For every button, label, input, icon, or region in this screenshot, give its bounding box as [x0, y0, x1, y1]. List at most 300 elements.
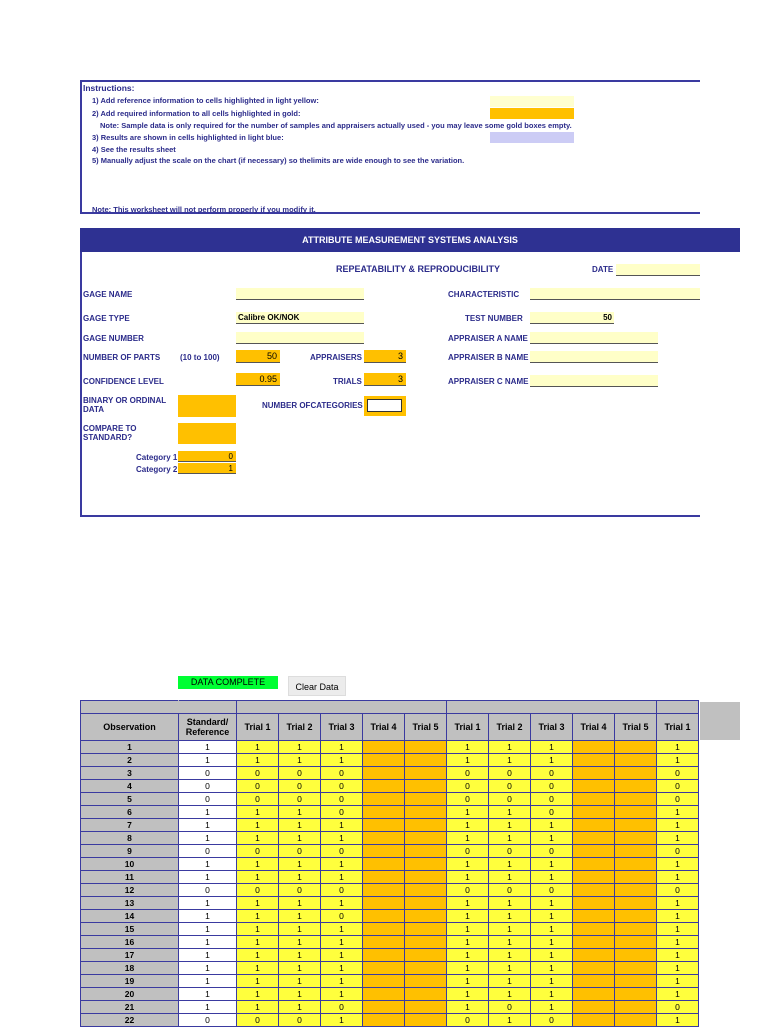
- gage-name-field[interactable]: [236, 288, 364, 300]
- binary-ordinal-input[interactable]: [178, 395, 236, 417]
- appraiser-b-trial-cell[interactable]: 1: [531, 754, 573, 767]
- observation-cell: 19: [81, 975, 179, 988]
- appraiser-c-trial-cell[interactable]: 1: [657, 806, 699, 819]
- appraiser-a-trial-cell[interactable]: 1: [279, 962, 321, 975]
- appraiser-a-trial-cell[interactable]: 0: [321, 884, 363, 897]
- test-number-field[interactable]: 50: [530, 312, 614, 324]
- appraiser-a-trial-cell[interactable]: [363, 1001, 405, 1014]
- appraiser-a-trial-cell[interactable]: [363, 845, 405, 858]
- reference-cell[interactable]: 0: [179, 780, 237, 793]
- appraiser-b-trial-cell[interactable]: [615, 1001, 657, 1014]
- appraiser-b-trial-cell[interactable]: 1: [489, 949, 531, 962]
- appraiser-a-trial-cell[interactable]: 0: [237, 1014, 279, 1027]
- appraiser-b-trial-cell[interactable]: 1: [489, 871, 531, 884]
- appraiser-a-trial-cell[interactable]: 1: [321, 962, 363, 975]
- observation-cell: 18: [81, 962, 179, 975]
- appraiser-b-trial-cell[interactable]: [615, 780, 657, 793]
- trials-input[interactable]: 3: [364, 373, 406, 386]
- appraiser-c-field[interactable]: [530, 375, 658, 387]
- appraiser-b-trial-cell[interactable]: [573, 806, 615, 819]
- appraiser-a-trial-cell[interactable]: 0: [321, 1001, 363, 1014]
- appraiser-b-field[interactable]: [530, 351, 658, 363]
- appraiser-b-trial-cell[interactable]: 1: [447, 988, 489, 1001]
- appraiser-b-trial-cell[interactable]: 0: [489, 767, 531, 780]
- reference-cell[interactable]: 1: [179, 923, 237, 936]
- appraiser-b-trial-cell[interactable]: 0: [531, 780, 573, 793]
- appraiser-b-trial-cell[interactable]: [615, 949, 657, 962]
- appraiser-b-trial-cell[interactable]: 1: [447, 858, 489, 871]
- appraiser-a-trial-cell[interactable]: [405, 871, 447, 884]
- appraiser-a-trial-cell[interactable]: [363, 923, 405, 936]
- appraiser-b-trial-cell[interactable]: 1: [447, 741, 489, 754]
- appraiser-a-trial-cell[interactable]: [405, 767, 447, 780]
- gage-number-field[interactable]: [236, 332, 364, 344]
- appraiser-b-trial-cell[interactable]: 0: [489, 884, 531, 897]
- appraiser-b-label: APPRAISER B NAME: [448, 353, 529, 362]
- appraiser-b-trial-cell[interactable]: [573, 975, 615, 988]
- appraiser-b-trial-cell[interactable]: 0: [489, 780, 531, 793]
- appraiser-a-trial-cell[interactable]: 1: [321, 949, 363, 962]
- appraiser-a-trial-cell[interactable]: [405, 936, 447, 949]
- appraiser-a-trial-cell[interactable]: [363, 936, 405, 949]
- appraiser-b-trial-cell[interactable]: [615, 975, 657, 988]
- appraiser-b-trial-cell[interactable]: 0: [447, 767, 489, 780]
- appraiser-b-trial-cell[interactable]: [573, 858, 615, 871]
- appraiser-a-trial-cell[interactable]: [405, 975, 447, 988]
- num-parts-input[interactable]: 50: [236, 350, 280, 363]
- appraiser-a-trial-cell[interactable]: 1: [237, 923, 279, 936]
- appraiser-b-trial-cell[interactable]: 1: [531, 923, 573, 936]
- appraiser-a-trial-cell[interactable]: [363, 988, 405, 1001]
- appraiser-b-trial-cell[interactable]: 1: [489, 897, 531, 910]
- appraiser-b-trial-cell[interactable]: 1: [489, 741, 531, 754]
- appraiser-a-trial-cell[interactable]: 1: [279, 806, 321, 819]
- appraiser-a-trial-cell[interactable]: 1: [321, 832, 363, 845]
- appraiser-b-trial-cell[interactable]: [615, 754, 657, 767]
- appraiser-a-trial-cell[interactable]: 1: [279, 741, 321, 754]
- table-row: [81, 832, 699, 845]
- appraiser-a-trial-cell[interactable]: 1: [321, 741, 363, 754]
- appraiser-a-trial-cell[interactable]: [405, 832, 447, 845]
- appraiser-a-trial-cell[interactable]: 1: [279, 910, 321, 923]
- appraiser-a-trial-cell[interactable]: 1: [321, 754, 363, 767]
- appraiser-b-trial-cell[interactable]: [573, 884, 615, 897]
- appraiser-b-trial-cell[interactable]: 1: [447, 806, 489, 819]
- appraiser-b-trial-cell[interactable]: 1: [447, 819, 489, 832]
- appraiser-b-trial-cell[interactable]: [615, 767, 657, 780]
- appraiser-b-trial-cell[interactable]: 0: [489, 1001, 531, 1014]
- appraiser-a-trial-cell[interactable]: 1: [279, 871, 321, 884]
- appraiser-b-trial-cell[interactable]: 1: [447, 1001, 489, 1014]
- confidence-input[interactable]: 0.95: [236, 373, 280, 386]
- appraiser-c-trial-cell[interactable]: 0: [657, 884, 699, 897]
- appraiser-b-trial-cell[interactable]: 1: [489, 832, 531, 845]
- appraiser-b-trial-cell[interactable]: [615, 741, 657, 754]
- appraiser-b-trial-cell[interactable]: [615, 936, 657, 949]
- appraiser-a-trial-cell[interactable]: 1: [237, 1001, 279, 1014]
- appraiser-a-trial-cell[interactable]: 0: [321, 806, 363, 819]
- appraiser-a-trial-cell[interactable]: [363, 780, 405, 793]
- observation-cell: 12: [81, 884, 179, 897]
- appraiser-b-trial-cell[interactable]: 1: [447, 754, 489, 767]
- appraisers-input[interactable]: 3: [364, 350, 406, 363]
- appraiser-a-trial-cell[interactable]: 1: [279, 988, 321, 1001]
- appraiser-a-trial-cell[interactable]: 0: [321, 793, 363, 806]
- table-row: [81, 884, 699, 897]
- appraiser-a-trial-cell[interactable]: 1: [279, 858, 321, 871]
- appraiser-a-trial-cell[interactable]: 0: [279, 793, 321, 806]
- reference-cell[interactable]: 1: [179, 936, 237, 949]
- appraiser-b-trial-cell[interactable]: 1: [447, 923, 489, 936]
- appraiser-c-trial-cell[interactable]: 1: [657, 949, 699, 962]
- reference-cell[interactable]: 1: [179, 897, 237, 910]
- appraiser-a-trial-cell[interactable]: 1: [237, 858, 279, 871]
- appraiser-a-trial-cell[interactable]: 0: [279, 1014, 321, 1027]
- appraiser-b-trial-cell[interactable]: 1: [447, 871, 489, 884]
- appraiser-c-trial-cell[interactable]: 1: [657, 858, 699, 871]
- clear-data-button[interactable]: Clear Data: [288, 676, 346, 696]
- reference-cell[interactable]: 1: [179, 858, 237, 871]
- appraiser-b-trial-cell[interactable]: 0: [531, 793, 573, 806]
- appraiser-a-trial-cell[interactable]: 1: [279, 897, 321, 910]
- appraiser-b-trial-cell[interactable]: 1: [489, 936, 531, 949]
- observation-cell: 21: [81, 1001, 179, 1014]
- subtitle: REPEATABILITY & REPRODUCIBILITY: [336, 264, 501, 274]
- appraiser-a-trial-cell[interactable]: [405, 910, 447, 923]
- appraiser-b-trial-cell[interactable]: 1: [531, 949, 573, 962]
- appraiser-b-trial-cell[interactable]: [615, 884, 657, 897]
- appraiser-a-trial-cell[interactable]: [363, 806, 405, 819]
- appraiser-b-trial-cell[interactable]: 1: [531, 910, 573, 923]
- appraiser-b-trial-cell[interactable]: 0: [531, 767, 573, 780]
- appraiser-b-trial-cell[interactable]: [615, 806, 657, 819]
- appraiser-a-trial-cell[interactable]: [363, 871, 405, 884]
- appraiser-b-trial-cell[interactable]: 0: [447, 845, 489, 858]
- appraiser-a-trial-cell[interactable]: [363, 884, 405, 897]
- appraiser-b-trial-cell[interactable]: [615, 1014, 657, 1027]
- appraiser-b-trial-cell[interactable]: 1: [447, 949, 489, 962]
- appraiser-b-trial-cell[interactable]: [615, 845, 657, 858]
- appraiser-b-trial-cell[interactable]: [573, 910, 615, 923]
- appraiser-b-trial-cell[interactable]: 1: [489, 962, 531, 975]
- header-b-trial-4: Trial 4: [573, 714, 615, 741]
- appraiser-c-trial-cell[interactable]: 1: [657, 1014, 699, 1027]
- appraiser-b-trial-cell[interactable]: [573, 767, 615, 780]
- appraiser-b-trial-cell[interactable]: 1: [489, 858, 531, 871]
- appraiser-a-trial-cell[interactable]: [363, 975, 405, 988]
- appraiser-a-trial-cell[interactable]: [363, 910, 405, 923]
- appraiser-a-trial-cell[interactable]: [405, 949, 447, 962]
- appraiser-a-trial-cell[interactable]: 1: [321, 819, 363, 832]
- appraiser-b-trial-cell[interactable]: 1: [489, 975, 531, 988]
- appraiser-a-trial-cell[interactable]: [405, 884, 447, 897]
- appraiser-a-trial-cell[interactable]: 0: [237, 845, 279, 858]
- reference-cell[interactable]: 1: [179, 910, 237, 923]
- appraiser-b-trial-cell[interactable]: 0: [531, 845, 573, 858]
- reference-cell[interactable]: 0: [179, 845, 237, 858]
- categories-input[interactable]: [367, 399, 402, 412]
- reference-cell[interactable]: 0: [179, 1014, 237, 1027]
- category1-input[interactable]: 0: [178, 451, 236, 462]
- reference-cell[interactable]: 1: [179, 871, 237, 884]
- reference-cell[interactable]: 0: [179, 884, 237, 897]
- appraiser-b-trial-cell[interactable]: 1: [447, 962, 489, 975]
- appraiser-b-trial-cell[interactable]: 0: [531, 1014, 573, 1027]
- appraiser-b-trial-cell[interactable]: 0: [447, 780, 489, 793]
- reference-cell[interactable]: 1: [179, 949, 237, 962]
- instruction-line-3: 3) Results are shown in cells highlighted in light blue:: [92, 133, 284, 142]
- appraiser-b-trial-cell[interactable]: [573, 936, 615, 949]
- appraiser-b-trial-cell[interactable]: [573, 897, 615, 910]
- appraiser-b-trial-cell[interactable]: 0: [489, 793, 531, 806]
- appraiser-b-trial-cell[interactable]: 1: [447, 936, 489, 949]
- appraiser-a-trial-cell[interactable]: [363, 897, 405, 910]
- appraiser-a-trial-cell[interactable]: 0: [237, 767, 279, 780]
- appraiser-a-trial-cell[interactable]: 1: [321, 858, 363, 871]
- appraiser-a-trial-cell[interactable]: 1: [279, 832, 321, 845]
- light-blue-swatch: [490, 132, 574, 143]
- appraiser-c-trial-cell[interactable]: 1: [657, 975, 699, 988]
- appraiser-b-trial-cell[interactable]: [573, 754, 615, 767]
- appraiser-a-trial-cell[interactable]: 1: [237, 988, 279, 1001]
- appraiser-a-trial-cell[interactable]: 0: [237, 780, 279, 793]
- appraiser-b-trial-cell[interactable]: 1: [489, 910, 531, 923]
- appraiser-a-label: APPRAISER A NAME: [448, 334, 528, 343]
- appraiser-a-trial-cell[interactable]: 1: [237, 936, 279, 949]
- appraiser-a-trial-cell[interactable]: [405, 897, 447, 910]
- appraiser-a-trial-cell[interactable]: 1: [237, 806, 279, 819]
- appraiser-b-trial-cell[interactable]: 0: [531, 806, 573, 819]
- appraiser-b-trial-cell[interactable]: [615, 897, 657, 910]
- appraiser-a-trial-cell[interactable]: [405, 741, 447, 754]
- appraiser-a-trial-cell[interactable]: [405, 923, 447, 936]
- appraiser-a-trial-cell[interactable]: 1: [321, 988, 363, 1001]
- observation-cell: 15: [81, 923, 179, 936]
- appraiser-c-trial-cell[interactable]: 0: [657, 780, 699, 793]
- appraiser-a-trial-cell[interactable]: 1: [237, 897, 279, 910]
- appraiser-a-trial-cell[interactable]: [405, 754, 447, 767]
- gage-type-field[interactable]: Calibre OK/NOK: [236, 312, 364, 324]
- appraiser-a-trial-cell[interactable]: [405, 988, 447, 1001]
- appraiser-b-trial-cell[interactable]: 1: [531, 832, 573, 845]
- reference-cell[interactable]: 1: [179, 819, 237, 832]
- appraiser-a-trial-cell[interactable]: [405, 845, 447, 858]
- appraiser-b-trial-cell[interactable]: [615, 832, 657, 845]
- appraiser-b-trial-cell[interactable]: [573, 819, 615, 832]
- reference-cell[interactable]: 1: [179, 975, 237, 988]
- header-a-trial-4: Trial 4: [363, 714, 405, 741]
- appraiser-a-trial-cell[interactable]: 1: [321, 897, 363, 910]
- appraiser-a-trial-cell[interactable]: [363, 819, 405, 832]
- appraiser-a-trial-cell[interactable]: 0: [237, 793, 279, 806]
- appraiser-b-trial-cell[interactable]: [615, 858, 657, 871]
- characteristic-field[interactable]: [530, 288, 700, 300]
- appraiser-b-trial-cell[interactable]: [615, 923, 657, 936]
- appraiser-c-trial-cell[interactable]: 1: [657, 832, 699, 845]
- appraiser-c-trial-cell[interactable]: 1: [657, 819, 699, 832]
- appraiser-b-trial-cell[interactable]: 1: [447, 832, 489, 845]
- appraiser-a-trial-cell[interactable]: [363, 949, 405, 962]
- appraiser-a-trial-cell[interactable]: 1: [237, 819, 279, 832]
- appraiser-a-trial-cell[interactable]: [363, 793, 405, 806]
- appraiser-a-trial-cell[interactable]: [363, 962, 405, 975]
- appraiser-b-trial-cell[interactable]: 1: [531, 936, 573, 949]
- appraiser-b-trial-cell[interactable]: [573, 793, 615, 806]
- appraiser-b-trial-cell[interactable]: [615, 871, 657, 884]
- appraiser-b-trial-cell[interactable]: 0: [489, 845, 531, 858]
- reference-cell[interactable]: 1: [179, 741, 237, 754]
- appraiser-a-trial-cell[interactable]: [405, 962, 447, 975]
- appraiser-a-trial-cell[interactable]: 1: [237, 949, 279, 962]
- appraiser-c-trial-cell[interactable]: 1: [657, 923, 699, 936]
- appraiser-b-trial-cell[interactable]: [573, 741, 615, 754]
- appraiser-a-trial-cell[interactable]: 0: [279, 845, 321, 858]
- appraiser-b-trial-cell[interactable]: 1: [531, 1001, 573, 1014]
- table-row: [81, 910, 699, 923]
- appraiser-a-trial-cell[interactable]: 1: [279, 754, 321, 767]
- date-field[interactable]: [616, 264, 700, 276]
- appraiser-b-trial-cell[interactable]: [573, 988, 615, 1001]
- appraiser-b-trial-cell[interactable]: [573, 923, 615, 936]
- appraiser-b-trial-cell[interactable]: 1: [489, 923, 531, 936]
- appraiser-b-trial-cell[interactable]: 0: [447, 1014, 489, 1027]
- appraiser-b-trial-cell[interactable]: [573, 1014, 615, 1027]
- reference-cell[interactable]: 0: [179, 767, 237, 780]
- appraiser-c-trial-cell[interactable]: 0: [657, 1001, 699, 1014]
- appraiser-b-trial-cell[interactable]: 1: [531, 962, 573, 975]
- appraiser-b-trial-cell[interactable]: [573, 871, 615, 884]
- appraiser-a-trial-cell[interactable]: [363, 754, 405, 767]
- reference-cell[interactable]: 1: [179, 962, 237, 975]
- appraiser-b-trial-cell[interactable]: 0: [447, 884, 489, 897]
- appraiser-b-trial-cell[interactable]: 1: [531, 741, 573, 754]
- appraiser-a-trial-cell[interactable]: 0: [321, 780, 363, 793]
- appraiser-c-trial-cell[interactable]: 1: [657, 897, 699, 910]
- compare-standard-input[interactable]: [178, 423, 236, 444]
- appraiser-b-trial-cell[interactable]: 1: [531, 858, 573, 871]
- appraiser-b-trial-cell[interactable]: [573, 949, 615, 962]
- appraiser-b-trial-cell[interactable]: 0: [531, 884, 573, 897]
- appraiser-c-trial-cell[interactable]: 0: [657, 845, 699, 858]
- appraiser-b-trial-cell[interactable]: [573, 962, 615, 975]
- appraiser-a-trial-cell[interactable]: 1: [321, 1014, 363, 1027]
- appraiser-c-trial-cell[interactable]: 1: [657, 988, 699, 1001]
- appraiser-a-trial-cell[interactable]: [363, 1014, 405, 1027]
- appraiser-b-trial-cell[interactable]: 0: [447, 793, 489, 806]
- appraiser-b-trial-cell[interactable]: [615, 793, 657, 806]
- appraiser-a-trial-cell[interactable]: [405, 858, 447, 871]
- appraiser-a-trial-cell[interactable]: 1: [279, 819, 321, 832]
- reference-cell[interactable]: 1: [179, 806, 237, 819]
- appraiser-b-trial-cell[interactable]: 1: [489, 988, 531, 1001]
- appraiser-a-trial-cell[interactable]: [363, 741, 405, 754]
- appraiser-a-trial-cell[interactable]: 1: [237, 975, 279, 988]
- appraiser-b-trial-cell[interactable]: 1: [447, 975, 489, 988]
- appraiser-b-trial-cell[interactable]: 1: [531, 819, 573, 832]
- appraiser-a-trial-cell[interactable]: 1: [279, 949, 321, 962]
- appraiser-b-trial-cell[interactable]: 1: [531, 988, 573, 1001]
- appraiser-a-trial-cell[interactable]: [363, 858, 405, 871]
- appraiser-c-trial-cell[interactable]: 1: [657, 936, 699, 949]
- appraiser-b-trial-cell[interactable]: 1: [447, 910, 489, 923]
- appraiser-c-trial-cell[interactable]: 1: [657, 962, 699, 975]
- appraiser-a-trial-cell[interactable]: 0: [279, 767, 321, 780]
- appraiser-b-trial-cell[interactable]: [573, 1001, 615, 1014]
- appraiser-b-trial-cell[interactable]: [573, 780, 615, 793]
- appraiser-a-trial-cell[interactable]: [405, 806, 447, 819]
- appraiser-b-trial-cell[interactable]: [615, 910, 657, 923]
- appraiser-c-trial-cell[interactable]: 1: [657, 871, 699, 884]
- appraiser-a-trial-cell[interactable]: [363, 832, 405, 845]
- reference-cell[interactable]: 1: [179, 832, 237, 845]
- appraiser-b-trial-cell[interactable]: [615, 962, 657, 975]
- appraiser-a-trial-cell[interactable]: 1: [321, 923, 363, 936]
- appraiser-b-trial-cell[interactable]: 1: [489, 754, 531, 767]
- appraiser-a-trial-cell[interactable]: [405, 780, 447, 793]
- appraiser-a-trial-cell[interactable]: [405, 1014, 447, 1027]
- appraiser-c-trial-cell[interactable]: 1: [657, 910, 699, 923]
- reference-cell[interactable]: 1: [179, 1001, 237, 1014]
- appraiser-a-trial-cell[interactable]: 1: [321, 871, 363, 884]
- appraiser-b-trial-cell[interactable]: [615, 988, 657, 1001]
- appraiser-b-trial-cell[interactable]: 1: [489, 1014, 531, 1027]
- appraiser-a-trial-cell[interactable]: 1: [237, 910, 279, 923]
- appraiser-a-trial-cell[interactable]: 0: [321, 910, 363, 923]
- appraiser-b-trial-cell[interactable]: 1: [489, 806, 531, 819]
- appraiser-a-trial-cell[interactable]: [405, 1001, 447, 1014]
- appraiser-b-trial-cell[interactable]: 1: [531, 975, 573, 988]
- category2-input[interactable]: 1: [178, 463, 236, 474]
- appraiser-a-trial-cell[interactable]: 1: [279, 923, 321, 936]
- reference-cell[interactable]: 1: [179, 754, 237, 767]
- reference-cell[interactable]: 1: [179, 988, 237, 1001]
- appraiser-a-trial-cell[interactable]: 0: [279, 780, 321, 793]
- appraiser-a-trial-cell[interactable]: 1: [321, 936, 363, 949]
- appraiser-a-trial-cell[interactable]: [405, 819, 447, 832]
- appraiser-a-trial-cell[interactable]: 0: [237, 884, 279, 897]
- appraiser-a-trial-cell[interactable]: [363, 767, 405, 780]
- appraiser-a-field[interactable]: [530, 332, 658, 344]
- appraiser-a-trial-cell[interactable]: 1: [279, 936, 321, 949]
- appraiser-b-trial-cell[interactable]: [573, 845, 615, 858]
- appraiser-a-trial-cell[interactable]: 1: [279, 1001, 321, 1014]
- appraiser-c-trial-cell[interactable]: 0: [657, 767, 699, 780]
- appraiser-a-trial-cell[interactable]: 1: [237, 871, 279, 884]
- appraiser-a-trial-cell[interactable]: 1: [237, 754, 279, 767]
- reference-cell[interactable]: 0: [179, 793, 237, 806]
- appraiser-c-trial-cell[interactable]: 1: [657, 741, 699, 754]
- appraiser-a-trial-cell[interactable]: 1: [237, 832, 279, 845]
- appraiser-a-trial-cell[interactable]: 1: [279, 975, 321, 988]
- appraiser-c-trial-cell[interactable]: 0: [657, 793, 699, 806]
- appraiser-b-trial-cell[interactable]: 1: [447, 897, 489, 910]
- appraiser-a-trial-cell[interactable]: 1: [321, 975, 363, 988]
- appraiser-a-trial-cell[interactable]: 1: [237, 962, 279, 975]
- appraiser-b-trial-cell[interactable]: [615, 819, 657, 832]
- appraiser-c-trial-cell[interactable]: 1: [657, 754, 699, 767]
- appraiser-b-trial-cell[interactable]: [573, 832, 615, 845]
- appraiser-a-trial-cell[interactable]: 1: [237, 741, 279, 754]
- appraiser-a-trial-cell[interactable]: [405, 793, 447, 806]
- appraiser-b-trial-cell[interactable]: 1: [531, 897, 573, 910]
- appraiser-b-trial-cell[interactable]: 1: [489, 819, 531, 832]
- observation-cell: 20: [81, 988, 179, 1001]
- appraiser-b-trial-cell[interactable]: 1: [531, 871, 573, 884]
- appraiser-a-trial-cell[interactable]: 0: [321, 767, 363, 780]
- appraiser-a-trial-cell[interactable]: 0: [321, 845, 363, 858]
- appraiser-a-trial-cell[interactable]: 0: [279, 884, 321, 897]
- data-grid: [80, 700, 699, 1027]
